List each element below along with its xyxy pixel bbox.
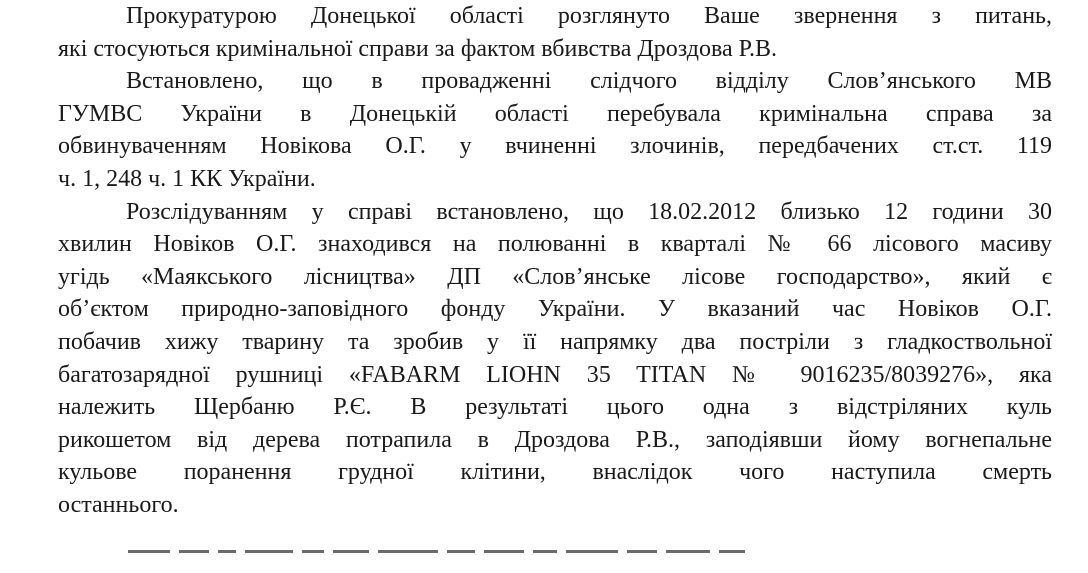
text-line: обвинуваченням Новікова О.Г. у вчиненні злочинів, передбачених ст.ст. 119 [58,133,1052,160]
text-line: ч. 1, 248 ч. 1 КК України. [58,165,316,192]
text-line: належить Щербаню Р.Є. В результаті цього одна з відстріляних куль [58,394,1052,421]
text-line: Встановлено, що в провадженні слідчого відділу Слов’янського МВ [126,68,1052,95]
text-line: угідь «Маякського лісництва» ДП «Слов’янське лісове господарство», який є [58,263,1052,290]
text-line: багатозарядної рушниці «FABARM LIOHN 35 TITAN № 9016235/8039276», яка [58,361,1052,388]
text-line: які стосуються кримінальної справи за фактом вбивства Дроздова Р.В. [58,35,777,62]
text-line: ГУМВС України в Донецькій області перебувала кримінальна справа за [58,100,1052,127]
text-line: хвилин Новіков О.Г. знаходився на полюванні в кварталі № 66 лісового масиву [58,231,1052,258]
text-line: кульове поранення грудної клітини, внаслідок чого наступила смерть [58,459,1052,486]
text-line: Розслідуванням у справі встановлено, що 18.02.2012 близько 12 години 30 [126,198,1052,225]
text-line: побачив хижу тварину та зробив у її напрямку два постріли з гладкоствольної [58,328,1052,355]
paragraph-investigation [58,196,1052,522]
paragraph-intro [58,0,1052,65]
text-line: Прокуратурою Донецької області розглянуто Ваше звернення з питань, [126,3,1052,29]
paragraph-case-info [58,65,1052,195]
text-line: останнього. [58,491,179,518]
letter-body [58,0,1052,522]
text-line: об’єктом природно-заповідного фонду України. У вказаний час Новіков О.Г. [58,296,1052,323]
text-line: рикошетом від дерева потрапила в Дроздова Р.В., заподіявши йому вогнепальне [58,426,1052,453]
cropped-next-line [128,548,778,554]
